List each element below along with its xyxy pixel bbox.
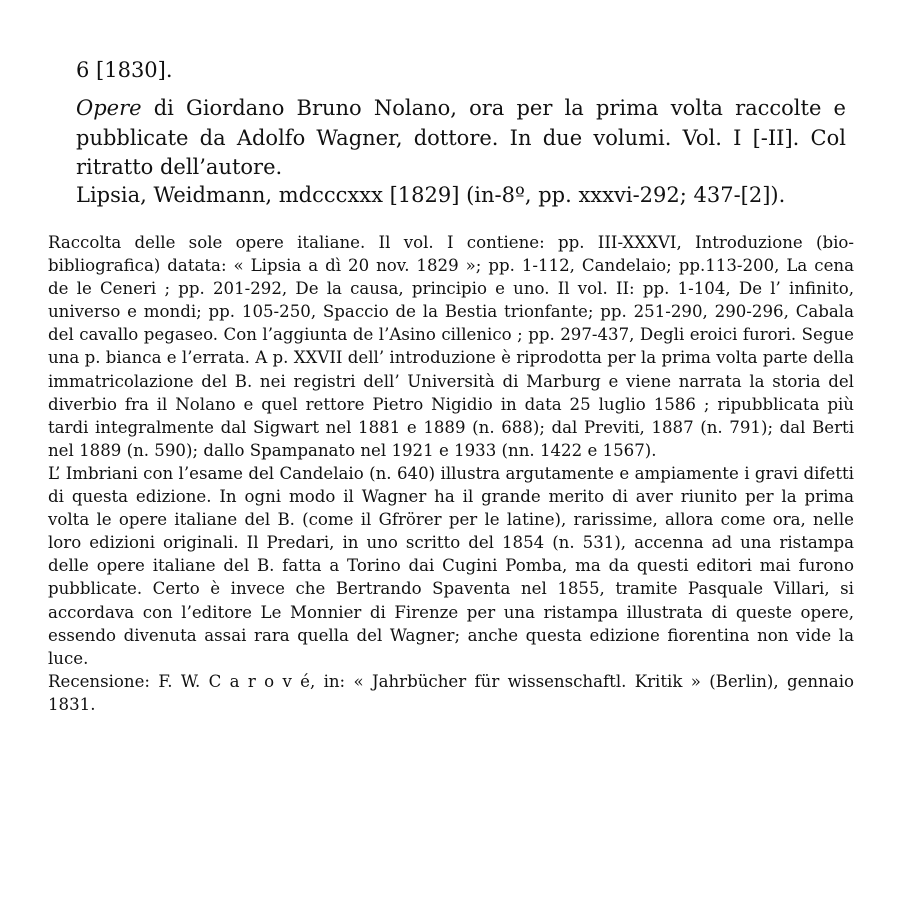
notes-paragraph-contents: Raccolta delle sole opere italiane. Il vol. I contiene: pp. III-XXXVI, Introduzione (bio-bibliografica) datata: « Lipsia a dì 20 nov. 1829 »; pp. 1-112, Candelaio; pp.113-200, La cena de le Ceneri ; pp. 201-292, De la causa, principio e uno. Il vol. II: pp. 1-104, De l’ infinito, universo e mondi; pp. 105-250, Spaccio de la Bestia trionfante; pp. 251-290, 290-296, Cabala del cavallo pegaseo. Con l’aggiunta de l’Asino cillenico ; pp. 297-437, Degli eroici furori. Segue una p. bianca e l’errata. A p. XXVII dell’ introduzione è riprodotta per la prima volta parte della immatricolazione del B. nei registri dell’ Università di Marburg e viene narrata la storia del diverbio fra il Nolano e quel rettore Pietro Nigidio in data 25 luglio 1586 ; ripubblicata più tardi integralmente dal Sigwart nel 1881 e 1889 (n. 688); dal Previti, 1887 (n. 791); dal Berti nel 1889 (n. 590); dallo Spampanato nel 1921 e 1933 (nn. 1422 e 1567).: [48, 233, 854, 460]
entry-title: [76, 94, 846, 183]
title-italic: Opere: [76, 96, 142, 120]
imprint-line: Lipsia, Weidmann, mdcccxxx [1829] (in-8º, pp. xxxvi-292; 437-[2]).: [76, 183, 786, 207]
entry-number: 6 [1830].: [76, 58, 173, 82]
title-text: di Giordano Bruno Nolano, ora per la prima volta raccolte e pubblicate da Adolfo Wagner, dottore. In due volumi. Vol. I [-II]. Col ritratto dell’autore.: [76, 96, 846, 179]
notes-paragraph-commentary: L’ Imbriani con l’esame del Candelaio (n. 640) illustra argutamente e ampiamente i gravi difetti di questa edizione. In ogni modo il Wagner ha il grande merito di aver riunito per la prima volta le opere italiane del B. (come il Gfrörer per le latine), rarissime, allora come ora, nelle loro edizioni originali. Il Predari, in uno scritto del 1854 (n. 531), accenna ad una ristampa delle opere italiane del B. fatta a Torino dai Cugini Pomba, ma da questi editori mai furono pubblicate. Certo è invece che Bertrando Spaventa nel 1855, tramite Pasquale Villari, si accordava con l’editore Le Monnier di Firenze per una ristampa illustrata di queste opere, essendo divenuta assai rara quella del Wagner; anche questa edizione fiorentina non vide la luce.: [48, 463, 854, 668]
entry-notes: [48, 231, 854, 716]
notes-paragraph-review: Recensione: F. W. C a r o v é, in: « Jahrbücher für wissenschaftl. Kritik » (Berlin), gennaio 1831.: [48, 671, 854, 714]
